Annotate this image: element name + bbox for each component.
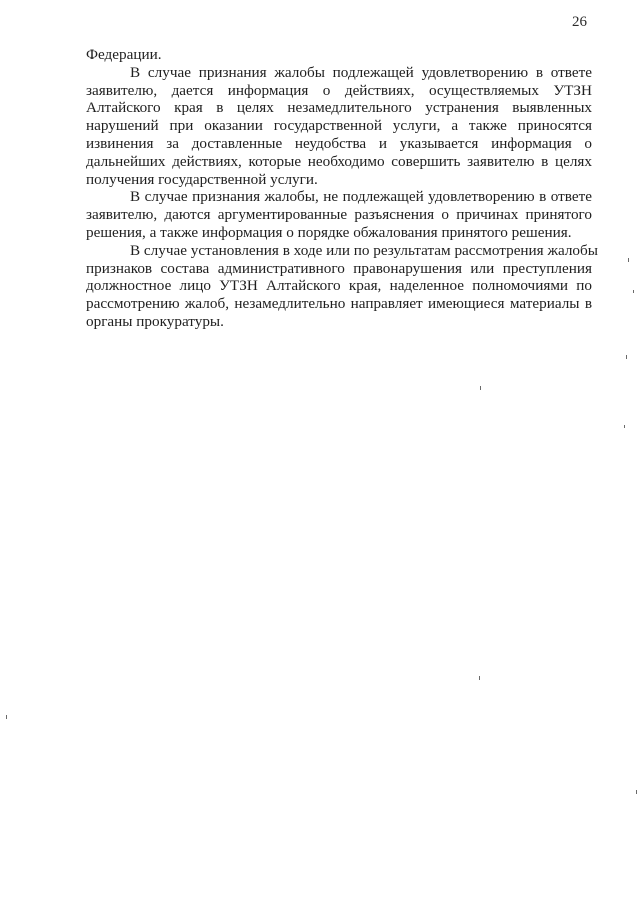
- scan-mark: [628, 258, 629, 262]
- scan-mark: [636, 790, 637, 794]
- scan-mark: [633, 290, 634, 293]
- text-line: заявителю, дается информация о действиях, осуществляемых УТЗН: [86, 81, 592, 99]
- body-text: [86, 46, 598, 331]
- text-line: нарушений при оказании государственной услуги, а также приносятся: [86, 117, 592, 135]
- text-line: получения государственной услуги.: [86, 170, 318, 188]
- scan-mark: [624, 425, 625, 428]
- text-line: Алтайского края в целях незамедлительного устранения выявленных: [86, 99, 592, 117]
- text-line: В случае признания жалобы, не подлежащей удовлетворению в ответе: [130, 188, 592, 206]
- scan-mark: [479, 676, 480, 680]
- text-line: В случае установления в ходе или по результатам рассмотрения жалобы: [130, 241, 598, 259]
- text-line: должностное лицо УТЗН Алтайского края, наделенное полномочиями по: [86, 277, 592, 295]
- text-line: дальнейших действиях, которые необходимо совершить заявителю в целях: [86, 152, 592, 170]
- text-line: рассмотрению жалоб, незамедлительно направляет имеющиеся материалы в: [86, 295, 592, 313]
- page-number: 26: [572, 14, 587, 30]
- scan-mark: [626, 355, 627, 359]
- scan-mark: [6, 715, 7, 719]
- scan-mark: [480, 386, 481, 390]
- text-line: признаков состава административного правонарушения или преступления: [86, 259, 592, 277]
- text-line: заявителю, даются аргументированные разъяснения о причинах принятого: [86, 206, 592, 224]
- text-line: органы прокуратуры.: [86, 312, 224, 330]
- text-line: извинения за доставленные неудобства и указывается информация о: [86, 134, 592, 152]
- text-line: решения, а также информация о порядке обжалования принятого решения.: [86, 223, 572, 241]
- text-line: В случае признания жалобы подлежащей удовлетворению в ответе: [130, 63, 592, 81]
- text-line: Федерации.: [86, 46, 162, 63]
